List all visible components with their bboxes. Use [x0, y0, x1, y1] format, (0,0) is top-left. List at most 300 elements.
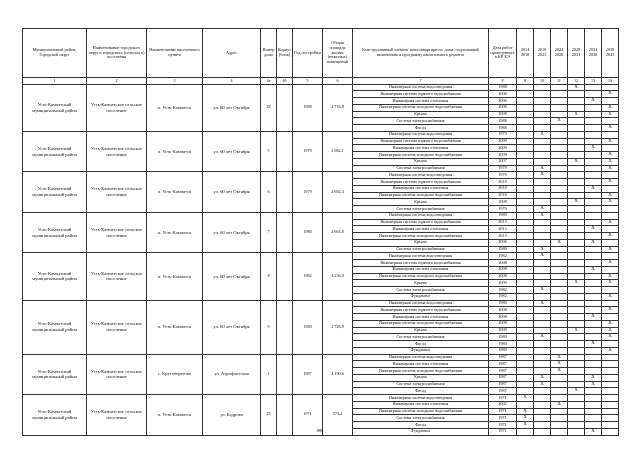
period-mark-cell: X — [602, 280, 619, 287]
district-cell: Усть-Камчатский муниципальный район — [23, 395, 87, 436]
period-mark-cell — [568, 320, 585, 327]
element-cell: Инженерная система холодного водоснабжения — [353, 408, 489, 415]
period-mark-cell: X — [568, 388, 585, 395]
period-mark-cell — [551, 165, 568, 172]
element-cell: Фундамент — [353, 428, 489, 435]
settlement-cell: Усть-Камчатское сельское поселение — [87, 131, 147, 172]
district-cell: Усть-Камчатский муниципальный район — [23, 253, 87, 300]
period-mark-cell: X — [585, 226, 602, 233]
period-mark-cell — [517, 165, 534, 172]
period-mark-cell — [551, 158, 568, 165]
period-mark-cell: X — [568, 199, 585, 206]
element-cell: Система электроснабжения — [353, 246, 489, 253]
district-cell: Усть-Камчатский муниципальный район — [23, 172, 87, 213]
period-mark-cell — [517, 388, 534, 395]
header-building: Корпус (блок) — [277, 29, 293, 78]
date-cell: 2009 — [489, 152, 517, 159]
period-mark-cell: X — [602, 327, 619, 334]
column-number: 13 — [585, 78, 602, 85]
element-cell: Инженерная система водоотведения — [353, 300, 489, 307]
period-mark-cell — [534, 307, 551, 314]
period-mark-cell — [551, 98, 568, 105]
date-cell: 2008 — [489, 260, 517, 267]
period-mark-cell — [602, 415, 619, 422]
period-mark-cell — [551, 246, 568, 253]
period-mark-cell — [585, 307, 602, 314]
date-cell: 1987 — [489, 354, 517, 361]
element-cell: Инженерная система отопления — [353, 145, 489, 152]
year-cell: 1982 — [293, 253, 323, 300]
settlement-cell: Усть-Камчатское сельское поселение — [87, 300, 147, 354]
period-mark-cell — [585, 368, 602, 375]
period-mark-cell: X — [585, 185, 602, 192]
house-group — [23, 300, 619, 354]
period-mark-cell — [568, 260, 585, 267]
element-cell: Система электроснабжения — [353, 334, 489, 341]
period-mark-cell — [534, 185, 551, 192]
period-mark-cell — [551, 320, 568, 327]
period-mark-cell — [517, 287, 534, 294]
date-cell: 2008 — [489, 266, 517, 273]
header-period: 2034 2038 — [585, 29, 602, 78]
period-mark-cell: X — [602, 233, 619, 240]
period-mark-cell — [517, 152, 534, 159]
period-mark-cell — [517, 260, 534, 267]
period-mark-cell — [517, 327, 534, 334]
house-number-cell: 25 — [261, 395, 277, 436]
element-cell: Крыша — [353, 280, 489, 287]
element-cell: Инженерная система горячего водоснабжения — [353, 91, 489, 98]
period-mark-cell — [602, 172, 619, 179]
period-mark-cell: X — [517, 395, 534, 402]
period-mark-cell — [551, 374, 568, 381]
period-mark-cell: X — [585, 145, 602, 152]
date-cell: 1988 — [489, 125, 517, 132]
address-cell: ул. Аэрофлотская — [203, 354, 261, 395]
period-mark-cell — [602, 287, 619, 294]
period-mark-cell — [534, 347, 551, 354]
header-period: 2039 2043 — [602, 29, 619, 78]
table-row — [23, 131, 619, 138]
date-cell: 1971 — [489, 415, 517, 422]
header-district: Муниципальный район, Городской округ — [23, 29, 87, 78]
period-mark-cell: X — [602, 138, 619, 145]
period-mark-cell — [551, 273, 568, 280]
element-cell: Крыша — [353, 327, 489, 334]
period-mark-cell — [602, 212, 619, 219]
element-cell: Фасад — [353, 422, 489, 429]
district-cell: Усть-Камчатский муниципальный район — [23, 300, 87, 354]
period-mark-cell — [551, 179, 568, 186]
locality-cell: п. Усть-Камчатск — [147, 395, 203, 436]
period-mark-cell — [534, 368, 551, 375]
period-mark-cell — [568, 212, 585, 219]
table-row — [23, 395, 619, 402]
period-mark-cell — [534, 280, 551, 287]
period-mark-cell: X — [585, 374, 602, 381]
locality-cell: п. Усть-Камчатск — [147, 300, 203, 354]
period-mark-cell — [551, 266, 568, 273]
period-mark-cell — [534, 199, 551, 206]
house-number-cell: 8 — [261, 253, 277, 300]
period-mark-cell — [517, 226, 534, 233]
house-number-cell: 5 — [261, 131, 277, 172]
period-mark-cell: X — [534, 374, 551, 381]
period-mark-cell — [551, 138, 568, 145]
period-mark-cell: X — [551, 368, 568, 375]
address-cell: ул. 60 лет Октября — [203, 253, 261, 300]
period-mark-cell — [585, 415, 602, 422]
date-cell: 1987 — [489, 361, 517, 368]
period-mark-cell: X — [534, 165, 551, 172]
period-mark-cell — [534, 354, 551, 361]
element-cell: Инженерная система отопления — [353, 401, 489, 408]
period-mark-cell: X — [602, 293, 619, 300]
date-cell: 1982 — [489, 293, 517, 300]
period-mark-cell — [585, 199, 602, 206]
settlement-cell: Усть-Камчатское сельское поселение — [87, 253, 147, 300]
period-mark-cell — [534, 239, 551, 246]
period-mark-cell — [551, 314, 568, 321]
period-mark-cell — [534, 179, 551, 186]
period-mark-cell — [568, 415, 585, 422]
district-cell: Усть-Камчатский муниципальный район — [23, 84, 87, 131]
date-cell: 1980 — [489, 347, 517, 354]
period-mark-cell — [551, 307, 568, 314]
period-mark-cell — [602, 361, 619, 368]
period-mark-cell — [551, 185, 568, 192]
period-mark-cell — [551, 219, 568, 226]
period-mark-cell — [602, 314, 619, 321]
period-mark-cell — [602, 401, 619, 408]
house-number-cell: 6 — [261, 172, 277, 213]
period-mark-cell — [551, 280, 568, 287]
period-mark-cell — [585, 233, 602, 240]
period-mark-cell — [585, 138, 602, 145]
period-mark-cell — [602, 145, 619, 152]
district-cell: Усть-Камчатский муниципальный район — [23, 354, 87, 395]
period-mark-cell — [534, 158, 551, 165]
period-mark-cell — [517, 172, 534, 179]
period-mark-cell — [568, 368, 585, 375]
period-mark-cell — [551, 206, 568, 213]
period-mark-cell: X — [568, 327, 585, 334]
address-cell: ул. 60 лет Октября — [203, 131, 261, 172]
period-mark-cell — [551, 233, 568, 240]
period-mark-cell — [517, 111, 534, 118]
period-mark-cell — [568, 341, 585, 348]
period-mark-cell — [534, 145, 551, 152]
period-mark-cell: X — [551, 361, 568, 368]
period-mark-cell — [551, 226, 568, 233]
date-cell: 1979 — [489, 165, 517, 172]
period-mark-cell — [568, 239, 585, 246]
period-mark-cell: X — [551, 118, 568, 125]
period-mark-cell: X — [602, 125, 619, 132]
repair-schedule-sheet — [22, 28, 618, 436]
element-cell: Инженерная система водоотведения — [353, 395, 489, 402]
period-mark-cell — [534, 219, 551, 226]
period-mark-cell — [568, 408, 585, 415]
period-mark-cell — [585, 347, 602, 354]
period-mark-cell: X — [602, 199, 619, 206]
table-row — [23, 354, 619, 361]
period-mark-cell — [551, 253, 568, 260]
period-mark-cell — [585, 131, 602, 138]
period-mark-cell — [551, 287, 568, 294]
element-cell: Инженерная система водоотведения — [353, 84, 489, 91]
period-mark-cell — [551, 300, 568, 307]
period-mark-cell: X — [534, 287, 551, 294]
period-mark-cell — [517, 192, 534, 199]
period-mark-cell: X — [568, 158, 585, 165]
period-mark-cell — [585, 273, 602, 280]
period-mark-cell — [517, 125, 534, 132]
locality-cell: п. Усть-Камчатск — [147, 253, 203, 300]
period-mark-cell — [534, 138, 551, 145]
period-mark-cell: X — [517, 408, 534, 415]
period-mark-cell — [602, 118, 619, 125]
date-cell: 2010 — [489, 179, 517, 186]
year-cell: 1979 — [293, 131, 323, 172]
locality-cell: с. Крутоберегово — [147, 354, 203, 395]
period-mark-cell — [602, 354, 619, 361]
period-mark-cell — [534, 192, 551, 199]
element-cell: Система электроснабжения — [353, 287, 489, 294]
period-mark-cell — [551, 347, 568, 354]
period-mark-cell: X — [585, 239, 602, 246]
period-mark-cell: X — [585, 266, 602, 273]
header-date: Дата работ проведенных к КР КЭ — [489, 29, 517, 78]
date-cell: 1988 — [489, 118, 517, 125]
period-mark-cell — [585, 320, 602, 327]
period-mark-cell — [551, 293, 568, 300]
header-locality: Наименование населенного пункта — [147, 29, 203, 78]
column-number: 14 — [602, 78, 619, 85]
period-mark-cell — [602, 395, 619, 402]
period-mark-cell — [585, 401, 602, 408]
element-cell: Инженерная система отопления — [353, 226, 489, 233]
building-cell — [277, 212, 293, 253]
date-cell: 2009 — [489, 138, 517, 145]
period-mark-cell — [517, 98, 534, 105]
period-mark-cell — [568, 226, 585, 233]
period-mark-cell — [534, 401, 551, 408]
period-mark-cell — [551, 145, 568, 152]
date-cell: 2008 — [489, 314, 517, 321]
period-mark-cell — [534, 111, 551, 118]
element-cell: Фасад — [353, 388, 489, 395]
period-mark-cell: X — [602, 320, 619, 327]
period-mark-cell — [585, 246, 602, 253]
period-mark-cell — [585, 287, 602, 294]
period-mark-cell — [568, 246, 585, 253]
period-mark-cell — [602, 185, 619, 192]
period-mark-cell — [551, 388, 568, 395]
period-mark-cell — [551, 152, 568, 159]
period-mark-cell — [534, 91, 551, 98]
period-mark-cell — [568, 152, 585, 159]
element-cell: Инженерная система водоотведения — [353, 172, 489, 179]
period-mark-cell — [585, 293, 602, 300]
element-cell: Инженерная система холодного водоснабжения — [353, 104, 489, 111]
period-mark-cell — [551, 327, 568, 334]
header-period: 2014 2018 — [517, 29, 534, 78]
header-house-number: Номер дома — [261, 29, 277, 78]
element-cell: Инженерная система отопления — [353, 266, 489, 273]
period-mark-cell — [585, 361, 602, 368]
period-mark-cell: X — [602, 246, 619, 253]
column-number: 10 — [534, 78, 551, 85]
building-cell — [277, 354, 293, 395]
period-mark-cell — [551, 334, 568, 341]
period-mark-cell — [585, 253, 602, 260]
period-mark-cell — [568, 206, 585, 213]
period-mark-cell — [517, 280, 534, 287]
table-row — [23, 212, 619, 219]
date-cell: 1987 — [489, 374, 517, 381]
element-cell: Фасад — [353, 341, 489, 348]
period-mark-cell: X — [602, 104, 619, 111]
period-mark-cell — [517, 84, 534, 91]
period-mark-cell — [585, 111, 602, 118]
period-mark-cell — [585, 280, 602, 287]
period-mark-cell — [568, 293, 585, 300]
period-mark-cell — [568, 266, 585, 273]
area-cell: 2 692,3 — [323, 172, 353, 213]
period-mark-cell: X — [585, 341, 602, 348]
house-group — [23, 84, 619, 131]
period-mark-cell — [585, 158, 602, 165]
element-cell: Инженерная система холодного водоснабжения — [353, 233, 489, 240]
period-mark-cell — [517, 401, 534, 408]
element-cell: Инженерная система водоотведения — [353, 212, 489, 219]
element-cell: Система электроснабжения — [353, 165, 489, 172]
header-area: Общая площадь жилых (нежилых) помещений — [323, 29, 353, 78]
period-mark-cell — [602, 408, 619, 415]
period-mark-cell: X — [534, 253, 551, 260]
period-mark-cell — [568, 233, 585, 240]
element-cell: Фундамент — [353, 347, 489, 354]
year-cell: 1988 — [293, 84, 323, 131]
building-cell — [277, 84, 293, 131]
period-mark-cell — [517, 266, 534, 273]
building-cell — [277, 172, 293, 213]
period-mark-cell — [551, 192, 568, 199]
period-mark-cell: X — [534, 300, 551, 307]
period-mark-cell — [585, 260, 602, 267]
period-mark-cell — [568, 381, 585, 388]
period-mark-cell — [517, 334, 534, 341]
header-address: Адрес — [203, 29, 261, 78]
period-mark-cell: X — [602, 307, 619, 314]
period-mark-cell — [585, 179, 602, 186]
period-mark-cell — [517, 320, 534, 327]
period-mark-cell — [517, 145, 534, 152]
column-number: 12 — [568, 78, 585, 85]
date-cell: 1980 — [489, 334, 517, 341]
period-mark-cell: X — [585, 314, 602, 321]
period-mark-cell — [517, 347, 534, 354]
period-mark-cell — [534, 118, 551, 125]
column-number: 8 — [489, 78, 517, 85]
element-cell: Крыша — [353, 374, 489, 381]
period-mark-cell — [517, 185, 534, 192]
element-cell: Система электроснабжения — [353, 118, 489, 125]
date-cell: 2006 — [489, 98, 517, 105]
period-mark-cell: X — [534, 206, 551, 213]
period-mark-cell — [568, 179, 585, 186]
period-mark-cell — [602, 388, 619, 395]
building-cell — [277, 253, 293, 300]
period-mark-cell — [534, 273, 551, 280]
date-cell: 2008 — [489, 320, 517, 327]
date-cell: 1980 — [489, 341, 517, 348]
settlement-cell: Усть-Камчатское сельское поселение — [87, 212, 147, 253]
period-mark-cell — [568, 401, 585, 408]
period-mark-cell — [585, 125, 602, 132]
period-mark-cell: X — [602, 91, 619, 98]
date-cell: 1980 — [489, 300, 517, 307]
element-cell: Инженерная система горячего водоснабжения — [353, 138, 489, 145]
period-mark-cell — [517, 307, 534, 314]
period-mark-cell: X — [602, 111, 619, 118]
period-mark-cell — [517, 354, 534, 361]
period-mark-cell — [585, 91, 602, 98]
period-mark-cell — [534, 84, 551, 91]
table-row — [23, 84, 619, 91]
period-mark-cell — [551, 199, 568, 206]
house-number-cell: 1 — [261, 354, 277, 395]
house-number-cell: 9 — [261, 300, 277, 354]
element-cell: Инженерная система холодного водоснабжения — [353, 192, 489, 199]
period-mark-cell — [534, 314, 551, 321]
period-mark-cell — [534, 320, 551, 327]
table-row — [23, 253, 619, 260]
period-mark-cell — [585, 104, 602, 111]
house-group — [23, 253, 619, 300]
year-cell: 1980 — [293, 212, 323, 253]
period-mark-cell: X — [602, 347, 619, 354]
period-mark-cell — [568, 314, 585, 321]
year-cell: 1971 — [293, 395, 323, 436]
date-cell: 1979 — [489, 131, 517, 138]
period-mark-cell — [551, 212, 568, 219]
date-cell: 1971 — [489, 395, 517, 402]
period-mark-cell — [517, 239, 534, 246]
element-cell: Система электроснабжения — [353, 381, 489, 388]
date-cell: 2002 — [489, 401, 517, 408]
period-mark-cell — [517, 273, 534, 280]
period-mark-cell: X — [585, 381, 602, 388]
period-mark-cell — [568, 374, 585, 381]
period-mark-cell — [568, 118, 585, 125]
area-cell: 2 716,8 — [323, 84, 353, 131]
period-mark-cell — [517, 246, 534, 253]
building-cell — [277, 131, 293, 172]
period-mark-cell — [534, 388, 551, 395]
period-mark-cell — [517, 300, 534, 307]
period-mark-cell — [568, 185, 585, 192]
element-cell: Инженерная система горячего водоснабжения — [353, 260, 489, 267]
date-cell: 1988 — [489, 84, 517, 91]
period-mark-cell — [517, 381, 534, 388]
period-mark-cell — [602, 368, 619, 375]
column-number: 7 — [353, 78, 489, 85]
date-cell: 2008 — [489, 111, 517, 118]
element-cell: Система электроснабжения — [353, 415, 489, 422]
period-mark-cell — [517, 179, 534, 186]
